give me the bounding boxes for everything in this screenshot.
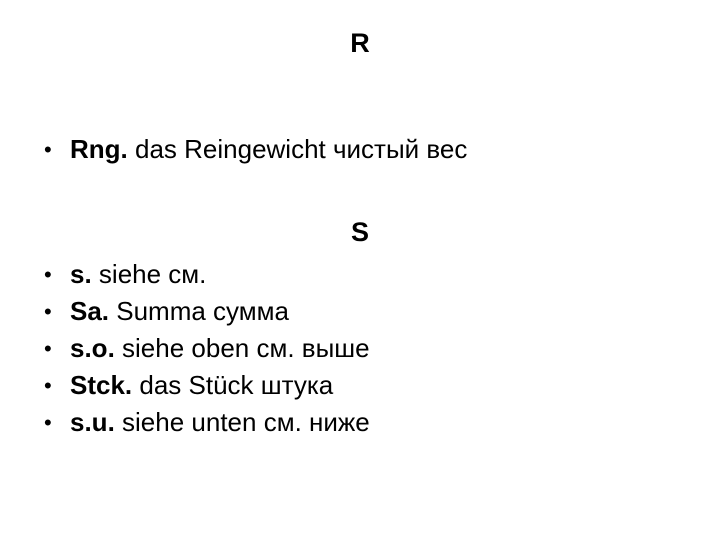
definition: das Stück штука	[132, 370, 334, 400]
abbreviation: s.o.	[70, 333, 115, 363]
abbreviation: Stck.	[70, 370, 133, 400]
list-item-text	[70, 404, 370, 441]
definition: das Reingewicht чистый вес	[127, 134, 468, 164]
bullet-icon: •	[44, 262, 52, 287]
list-item-text	[70, 293, 289, 330]
abbreviation: s.u.	[70, 407, 115, 437]
section-heading-s: S	[350, 217, 369, 247]
abbreviation: Sa.	[70, 296, 110, 326]
definition: siehe unten см. ниже	[114, 407, 370, 437]
bullet-icon: •	[44, 336, 52, 361]
list-item-text	[70, 330, 370, 367]
list-item-text	[70, 131, 467, 168]
definition: siehe oben см. выше	[114, 333, 370, 363]
abbreviation: s.	[70, 259, 92, 289]
list-item-text	[70, 256, 206, 293]
definition: Summa сумма	[109, 296, 289, 326]
section-heading-r: R	[350, 28, 370, 58]
bullet-icon: •	[44, 373, 52, 398]
definition: siehe см.	[91, 259, 207, 289]
bullet-icon: •	[44, 410, 52, 435]
bullet-icon: •	[44, 137, 52, 162]
abbreviation: Rng.	[70, 134, 128, 164]
bullet-icon: •	[44, 299, 52, 324]
list-item-text	[70, 367, 333, 404]
